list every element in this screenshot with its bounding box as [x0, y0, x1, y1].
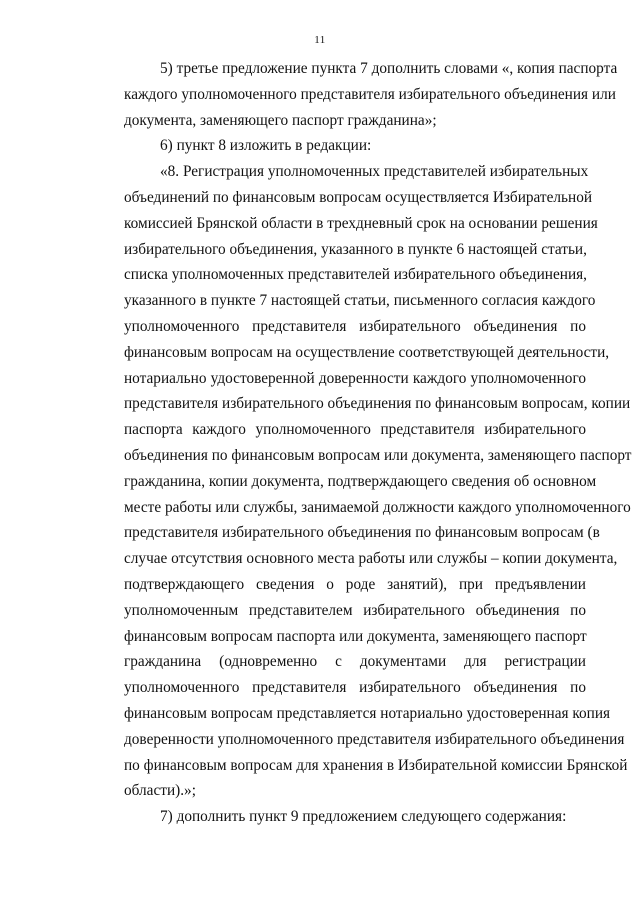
text-line: гражданина, копии документа, подтверждающего сведения об основном [124, 472, 597, 490]
text-line: случае отсутствия основного места работы или службы – копии документа, [124, 550, 618, 568]
text-line: финансовым вопросам на осуществление соответствующей деятельности, [124, 343, 610, 361]
text-line: списка уполномоченных представителей избирательного объединения, [124, 266, 587, 284]
text-line: представителя избирательного объединения по финансовым вопросам, копии [124, 395, 631, 413]
paragraph-item-6 [88, 133, 586, 159]
text-line: 5) третье предложение пункта 7 дополнить словами «, копия паспорта [160, 60, 618, 77]
text-line: 6) пункт 8 изложить в редакции: [160, 137, 372, 155]
text-line: паспорта каждого уполномоченного представителя избирательного [124, 421, 586, 439]
paragraph-item-5 [88, 56, 618, 133]
text-line: подтверждающего сведения о роде занятий), при предъявлении [124, 575, 586, 593]
text-line: комиссией Брянской области в трехдневный срок на основании решения [124, 214, 598, 232]
text-line: по финансовым вопросам для хранения в Избирательной комиссии Брянской [124, 756, 628, 774]
text-line: уполномоченным представителем избирательного объединения по [124, 601, 586, 619]
text-line: области).»; [124, 782, 196, 800]
paragraph-item-7 [88, 804, 586, 830]
page-number: 11 [314, 34, 326, 46]
text-line: уполномоченного представителя избирательного объединения по [124, 679, 586, 697]
text-line: гражданина (одновременно с документами для регистрации [124, 653, 586, 671]
text-line: нотариально удостоверенной доверенности каждого уполномоченного [124, 369, 586, 387]
text-line: финансовым вопросам паспорта или документа, заменяющего паспорт [124, 627, 587, 645]
paragraph-item-8-text [88, 159, 632, 804]
text-line: доверенности уполномоченного представителя избирательного объединения [124, 730, 625, 748]
text-line: 7) дополнить пункт 9 предложением следующего содержания: [160, 808, 567, 826]
text-line: объединений по финансовым вопросам осуществляется Избирательной [124, 188, 593, 206]
text-line: избирательного объединения, указанного в пункте 6 настоящей статьи, [124, 240, 587, 258]
text-line: документа, заменяющего паспорт гражданина»; [124, 111, 437, 129]
text-line: представителя избирательного объединения по финансовым вопросам (в [124, 524, 600, 542]
text-line: месте работы или службы, занимаемой должности каждого уполномоченного [124, 498, 631, 516]
text-line: объединения по финансовым вопросам или документа, заменяющего паспорт [124, 446, 632, 464]
text-line: уполномоченного представителя избирательного объединения по [124, 317, 586, 335]
document-body [88, 56, 632, 830]
text-line: каждого уполномоченного представителя избирательного объединения или [124, 85, 616, 103]
text-line: финансовым вопросам представляется нотариально удостоверенная копия [124, 704, 611, 722]
text-line: «8. Регистрация уполномоченных представителей избирательных [160, 163, 589, 181]
text-line: указанного в пункте 7 настоящей статьи, письменного согласия каждого [124, 292, 596, 310]
